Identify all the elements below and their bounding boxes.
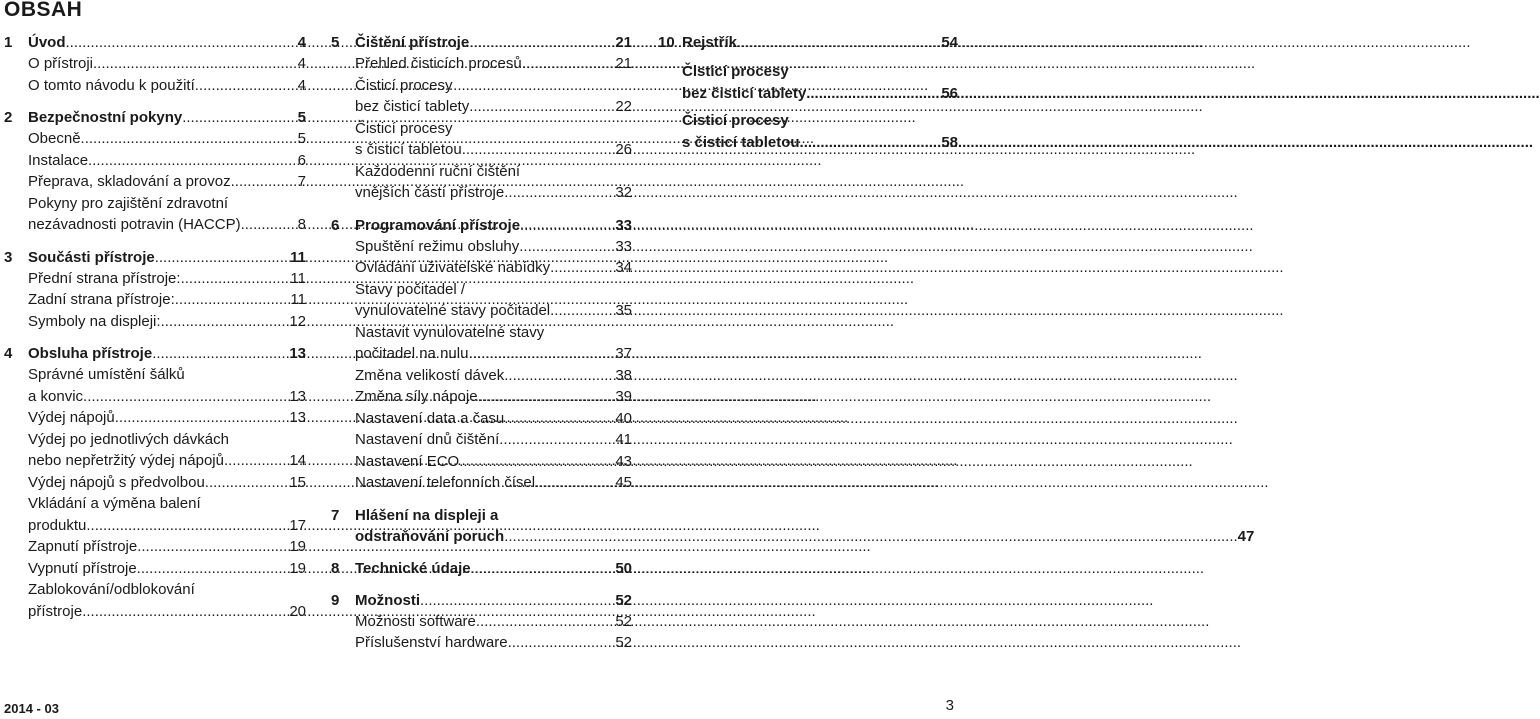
- toc-section: [4, 32, 306, 96]
- toc-entry-line[interactable]: [28, 364, 306, 386]
- toc-entry: [331, 386, 632, 408]
- dot-leader: [522, 53, 616, 75]
- section-page-number: 21: [615, 34, 632, 51]
- toc-entry-text: bez čisticí tablety: [355, 98, 470, 115]
- section-title-line[interactable]: [355, 526, 1254, 547]
- dot-leader: [195, 75, 298, 97]
- toc-entry-line[interactable]: [682, 61, 958, 83]
- toc-entry-text: Vkládání a výměna balení: [28, 495, 201, 512]
- dot-leader: [476, 611, 615, 633]
- toc-entry: [4, 579, 306, 622]
- toc-entry-text: Výdej nápojů: [28, 409, 115, 426]
- toc-entry: [331, 322, 632, 365]
- toc-column-1: [4, 32, 306, 622]
- section-page-number: 5: [297, 109, 306, 126]
- dot-leader: [88, 150, 298, 172]
- toc-entry-page-number: 13: [289, 409, 306, 426]
- section-title-text: odstraňování poruch: [355, 527, 505, 545]
- toc-entry: [4, 171, 306, 193]
- dot-leader: [469, 96, 615, 118]
- section-number: 4: [4, 345, 13, 362]
- toc-entry-line[interactable]: [355, 279, 632, 301]
- toc-entry-page-number: 33: [615, 237, 632, 255]
- toc-entry-text: Nastavení ECO: [355, 452, 460, 470]
- dot-leader: [535, 472, 615, 494]
- dot-leader: [137, 536, 289, 558]
- toc-section: [331, 32, 632, 204]
- toc-section: [331, 590, 632, 654]
- toc-entry-page-number: 20: [289, 602, 306, 620]
- toc-entry-text: Nastavení dnů čištění: [355, 431, 500, 448]
- section-title-text: Hlášení na displeji a: [355, 506, 499, 524]
- toc-entry-text: O tomto návodu k použití: [28, 76, 195, 94]
- dot-leader: [468, 343, 615, 365]
- toc-entry-line[interactable]: [28, 493, 306, 515]
- toc-entry: [331, 451, 632, 473]
- toc-entry: [331, 365, 632, 387]
- toc-entry-text: Každodenní ruční čištění: [355, 162, 521, 180]
- toc-entry-text: Pokyny pro zajištění zdravotní: [28, 194, 229, 212]
- toc-section-heading[interactable]: [658, 32, 958, 53]
- toc-entry-text: nebo nepřetržitý výdej nápojů: [28, 452, 224, 469]
- toc-entry-text: bez čisticí tablety: [682, 84, 807, 102]
- toc-entry-page-number: 12: [289, 312, 306, 330]
- toc-entry-text: Čisticí procesy: [355, 119, 453, 137]
- toc-entry: [331, 279, 632, 322]
- toc-entry-page-number: 17: [289, 516, 306, 534]
- section-title: Obsluha přístroje: [28, 345, 153, 362]
- toc-entry: [4, 407, 306, 429]
- toc-section: [331, 215, 632, 494]
- toc-section-heading[interactable]: [331, 215, 632, 236]
- toc-entry-page-number: 8: [297, 216, 306, 233]
- toc-entry-text: počitadel na nulu: [355, 345, 469, 362]
- toc-entry-text: Příslušenství hardware: [355, 634, 508, 651]
- toc-entry-page-number: 32: [615, 184, 632, 201]
- section-number: 7: [331, 506, 340, 524]
- toc-entry-text: Zapnutí přístroje: [28, 538, 138, 555]
- section-title: Rejstřík: [682, 34, 738, 51]
- toc-entry: [331, 53, 632, 75]
- toc-entry-page-number: 19: [289, 538, 306, 555]
- toc-entry: [4, 268, 306, 290]
- toc-entry: [4, 193, 306, 236]
- toc-entry: [4, 75, 306, 97]
- toc-entry-line[interactable]: [355, 472, 632, 494]
- toc-section-heading[interactable]: [4, 343, 306, 364]
- toc-entry: [4, 311, 306, 333]
- dot-leader: [504, 408, 615, 430]
- section-page-number: 13: [289, 345, 306, 362]
- toc-entry-page-number: 5: [297, 130, 306, 147]
- section-number: 3: [4, 248, 13, 266]
- dot-leader: [504, 182, 615, 204]
- dot-leader: [469, 32, 615, 53]
- toc-entry: [4, 150, 306, 172]
- toc-entry-line[interactable]: [355, 632, 632, 654]
- toc-entry-text: s čisticí tabletou: [355, 141, 462, 158]
- toc-entry-text: vynulovatelné stavy počitadel: [355, 302, 551, 319]
- toc-entry-line[interactable]: [355, 257, 632, 279]
- toc-entry-page-number: 4: [297, 76, 306, 94]
- toc-section-heading[interactable]: [4, 107, 306, 128]
- section-number: 10: [658, 34, 675, 51]
- toc-entry: [4, 558, 306, 580]
- dot-leader: [224, 450, 289, 472]
- dot-leader: [115, 407, 290, 429]
- toc-entry-line[interactable]: [355, 139, 632, 161]
- toc-entry-line[interactable]: [682, 132, 958, 154]
- toc-entry-text: Výdej nápojů s předvolbou: [28, 473, 205, 491]
- dot-leader: [181, 268, 291, 290]
- toc-entry-text: Nastavit vynulovatelné stavy: [355, 323, 545, 341]
- toc-entry-text: Obecně: [28, 130, 81, 147]
- section-title: Možnosti: [355, 591, 420, 609]
- dot-leader: [806, 83, 941, 105]
- toc-entry: [4, 472, 306, 494]
- section-page-number: 52: [615, 591, 632, 609]
- toc-section: [4, 247, 306, 333]
- toc-entry-text: Symboly na displeji:: [28, 312, 161, 330]
- toc-entry-page-number: 38: [615, 366, 632, 384]
- toc-entry-line[interactable]: [355, 429, 632, 451]
- toc-entry-page-number: 52: [615, 612, 632, 630]
- dot-leader: [152, 343, 289, 364]
- toc-entry: [331, 257, 632, 279]
- toc-entry-line[interactable]: [355, 408, 632, 430]
- toc-entry-text: Ovládání uživatelské nabídky: [355, 259, 551, 276]
- dot-leader: [231, 171, 298, 193]
- toc-entry-text: Změna velikostí dávek: [355, 366, 505, 384]
- toc-entry-line[interactable]: [682, 110, 958, 132]
- toc-entry-text: produktu: [28, 516, 87, 534]
- toc-entry-line[interactable]: [28, 536, 306, 558]
- toc-entry-line[interactable]: [355, 386, 632, 408]
- section-number: 5: [331, 34, 340, 51]
- footer-page-number: 3: [945, 697, 954, 714]
- toc-entry: [331, 429, 632, 451]
- toc-section: [658, 32, 958, 153]
- toc-entry-text: Výdej po jednotlivých dávkách: [28, 430, 229, 448]
- toc-entry-text: Instalace: [28, 151, 89, 169]
- toc-entry-text: vnějších částí přístroje: [355, 184, 505, 201]
- toc-entry-line[interactable]: [28, 268, 306, 290]
- toc-entry-page-number: 52: [615, 634, 632, 651]
- section-number: 6: [331, 216, 340, 234]
- dot-leader: [81, 128, 298, 150]
- toc-entry-line[interactable]: [682, 83, 958, 105]
- dot-leader: [175, 289, 291, 311]
- dot-leader: [800, 132, 942, 154]
- toc-entry-line[interactable]: [28, 407, 306, 429]
- toc-entry-line[interactable]: [28, 289, 306, 311]
- toc-entry: [4, 536, 306, 558]
- toc-entry-line[interactable]: [28, 311, 306, 333]
- toc-entry-line[interactable]: [355, 182, 632, 204]
- toc-section-heading[interactable]: [4, 32, 306, 53]
- toc-entry-page-number: 56: [941, 84, 958, 102]
- section-number: 2: [4, 109, 13, 126]
- toc-entry-line[interactable]: [355, 611, 632, 633]
- section-number: 1: [4, 34, 13, 51]
- section-title: Programování přístroje: [355, 216, 521, 234]
- toc-entry-page-number: 26: [615, 141, 632, 158]
- toc-entry: [4, 53, 306, 75]
- toc-entry-line[interactable]: [355, 300, 632, 322]
- dot-leader: [420, 590, 615, 611]
- toc-entry: [331, 472, 632, 494]
- toc-entry: [331, 118, 632, 161]
- dot-leader: [519, 236, 615, 258]
- toc-entry-text: Přední strana přístroje:: [28, 269, 181, 287]
- toc-entry-text: s čisticí tabletou: [682, 133, 800, 151]
- toc-section: [4, 107, 306, 236]
- toc-entry: [658, 61, 958, 104]
- toc-entry-page-number: 19: [289, 559, 306, 577]
- toc-entry-page-number: 35: [615, 302, 632, 319]
- toc-entry-text: Nastavení data a času: [355, 409, 505, 427]
- toc-entry: [658, 110, 958, 153]
- toc-section: [4, 343, 306, 622]
- toc-entry-line[interactable]: [355, 53, 632, 75]
- toc-section-heading[interactable]: [4, 247, 306, 268]
- toc-entry-line[interactable]: [28, 579, 306, 601]
- toc-entry-text: O přístroji: [28, 55, 94, 72]
- toc-entry-page-number: 21: [615, 55, 632, 72]
- toc-entry-page-number: 45: [615, 474, 632, 491]
- section-page-number: 4: [297, 34, 306, 51]
- toc-entry-text: přístroje: [28, 602, 83, 620]
- toc-entry-line[interactable]: [28, 150, 306, 172]
- toc-entry-line[interactable]: [355, 451, 632, 473]
- toc-entry-page-number: 11: [290, 291, 306, 308]
- dot-leader: [83, 386, 289, 408]
- toc-entry: [331, 236, 632, 258]
- toc-entry-line[interactable]: [28, 386, 306, 408]
- toc-entry-line[interactable]: [28, 450, 306, 472]
- toc-entry-text: Stavy počitadel /: [355, 280, 466, 298]
- section-title-page-number: 47: [1237, 527, 1255, 545]
- toc-entry-line[interactable]: [28, 75, 306, 97]
- footer-date: 2014 - 03: [4, 701, 59, 716]
- toc-entry-text: Zadní strana přístroje:: [28, 291, 175, 308]
- dot-leader: [205, 472, 290, 494]
- toc-entry: [331, 75, 632, 118]
- toc-entry-line[interactable]: [355, 236, 632, 258]
- dot-leader: [462, 139, 616, 161]
- toc-entry-text: Vypnutí přístroje: [28, 559, 137, 577]
- section-title: Bezpečnostní pokyny: [28, 109, 183, 126]
- section-page-number: 11: [290, 248, 306, 266]
- dot-leader: [86, 515, 289, 537]
- toc-entry: [4, 128, 306, 150]
- toc-entry-text: Zablokování/odblokování: [28, 581, 195, 598]
- toc-entry: [331, 611, 632, 633]
- toc-entry-line[interactable]: [28, 515, 306, 537]
- toc-entry-text: Možnosti software: [355, 612, 476, 630]
- toc-section: [331, 505, 1255, 547]
- section-title-line[interactable]: [355, 505, 1254, 526]
- toc-entry-text: Správné umístění šálků: [28, 366, 185, 383]
- dot-leader: [137, 558, 290, 580]
- toc-entry: [331, 632, 632, 654]
- toc-entry: [4, 289, 306, 311]
- section-page-number: 54: [941, 34, 958, 51]
- toc-entry-line[interactable]: [28, 558, 306, 580]
- dot-leader: [93, 53, 298, 75]
- toc-entry-page-number: 39: [615, 388, 632, 405]
- dot-leader: [471, 558, 616, 579]
- section-title: Úvod: [28, 34, 66, 51]
- dot-leader: [478, 386, 616, 408]
- dot-leader: [737, 32, 941, 53]
- dot-leader: [504, 526, 1237, 547]
- toc-entry-line[interactable]: [355, 365, 632, 387]
- toc-entry-page-number: 41: [615, 431, 632, 448]
- section-title: Součásti přístroje: [28, 248, 155, 266]
- toc-section-heading[interactable]: [331, 590, 632, 611]
- toc-entry-text: Změna síly nápoje: [355, 388, 478, 405]
- toc-entry-page-number: 43: [615, 452, 632, 470]
- toc-entry-line[interactable]: [28, 601, 306, 623]
- toc-section-heading[interactable]: [331, 558, 632, 579]
- toc-entry-line[interactable]: [355, 75, 632, 97]
- toc-entry-line[interactable]: [355, 161, 632, 183]
- toc-entry-text: a konvic: [28, 387, 84, 405]
- toc-entry-line[interactable]: [28, 214, 306, 236]
- toc-entry-page-number: 4: [297, 55, 306, 72]
- toc-entry-page-number: 37: [615, 345, 632, 362]
- toc-entry: [331, 161, 632, 204]
- dot-leader: [520, 215, 615, 236]
- dot-leader: [241, 214, 298, 236]
- toc-entry-page-number: 6: [297, 151, 306, 169]
- toc-entry-line[interactable]: [28, 472, 306, 494]
- toc-entry: [4, 429, 306, 472]
- toc-entry: [331, 408, 632, 430]
- section-number: 8: [331, 559, 340, 577]
- toc-entry-page-number: 34: [615, 259, 632, 276]
- toc-entry-page-number: 11: [290, 269, 306, 287]
- dot-leader: [161, 311, 290, 333]
- toc-entry-text: Čisticí procesy: [355, 76, 453, 94]
- toc-entry-line[interactable]: [355, 118, 632, 140]
- dot-leader: [499, 429, 615, 451]
- section-title: Čištění přístroje: [355, 34, 470, 51]
- toc-entry-line[interactable]: [28, 128, 306, 150]
- toc-entry-text: nezávadnosti potravin (HACCP): [28, 216, 241, 233]
- toc-column-3: [658, 32, 958, 153]
- toc-entry-text: Čisticí procesy: [682, 63, 789, 80]
- dot-leader: [550, 300, 615, 322]
- toc-section-heading[interactable]: [331, 505, 1255, 547]
- toc-entry-page-number: 14: [289, 452, 306, 469]
- toc-entry-page-number: 22: [615, 98, 632, 115]
- dot-leader: [550, 257, 615, 279]
- toc-entry-line[interactable]: [355, 343, 632, 365]
- toc-entry-line[interactable]: [28, 193, 306, 215]
- toc-entry-text: Nastavení telefonních čísel: [355, 474, 536, 491]
- dot-leader: [182, 107, 297, 128]
- toc-section-heading[interactable]: [331, 32, 632, 53]
- section-page-number: 50: [615, 559, 632, 577]
- toc-entry: [4, 493, 306, 536]
- toc-entry-text: Přehled čisticích procesů: [355, 55, 522, 72]
- toc-entry: [4, 364, 306, 407]
- toc-entry-page-number: 13: [289, 387, 306, 405]
- dot-leader: [155, 247, 290, 268]
- toc-entry-line[interactable]: [28, 171, 306, 193]
- page-title: OBSAH: [4, 0, 83, 21]
- dot-leader: [82, 601, 289, 623]
- toc-entry-page-number: 7: [297, 173, 306, 190]
- dot-leader: [66, 32, 298, 53]
- section-number: 9: [331, 591, 340, 609]
- toc-entry-text: Čisticí procesy: [682, 112, 789, 129]
- toc-entry-page-number: 58: [941, 133, 958, 151]
- dot-leader: [508, 632, 616, 654]
- toc-section: [331, 558, 632, 579]
- toc-entry-page-number: 15: [289, 473, 306, 491]
- toc-entry-text: Spuštění režimu obsluhy: [355, 237, 520, 255]
- toc-entry-text: Přeprava, skladování a provoz: [28, 173, 231, 190]
- section-title: Technické údaje: [355, 559, 471, 577]
- toc-entry-page-number: 40: [615, 409, 632, 427]
- toc-entry-line[interactable]: [355, 322, 632, 344]
- section-page-number: 33: [615, 216, 632, 234]
- toc-entry-line[interactable]: [28, 53, 306, 75]
- dot-leader: [504, 365, 615, 387]
- toc-entry-line[interactable]: [355, 96, 632, 118]
- dot-leader: [459, 451, 615, 473]
- toc-entry-line[interactable]: [28, 429, 306, 451]
